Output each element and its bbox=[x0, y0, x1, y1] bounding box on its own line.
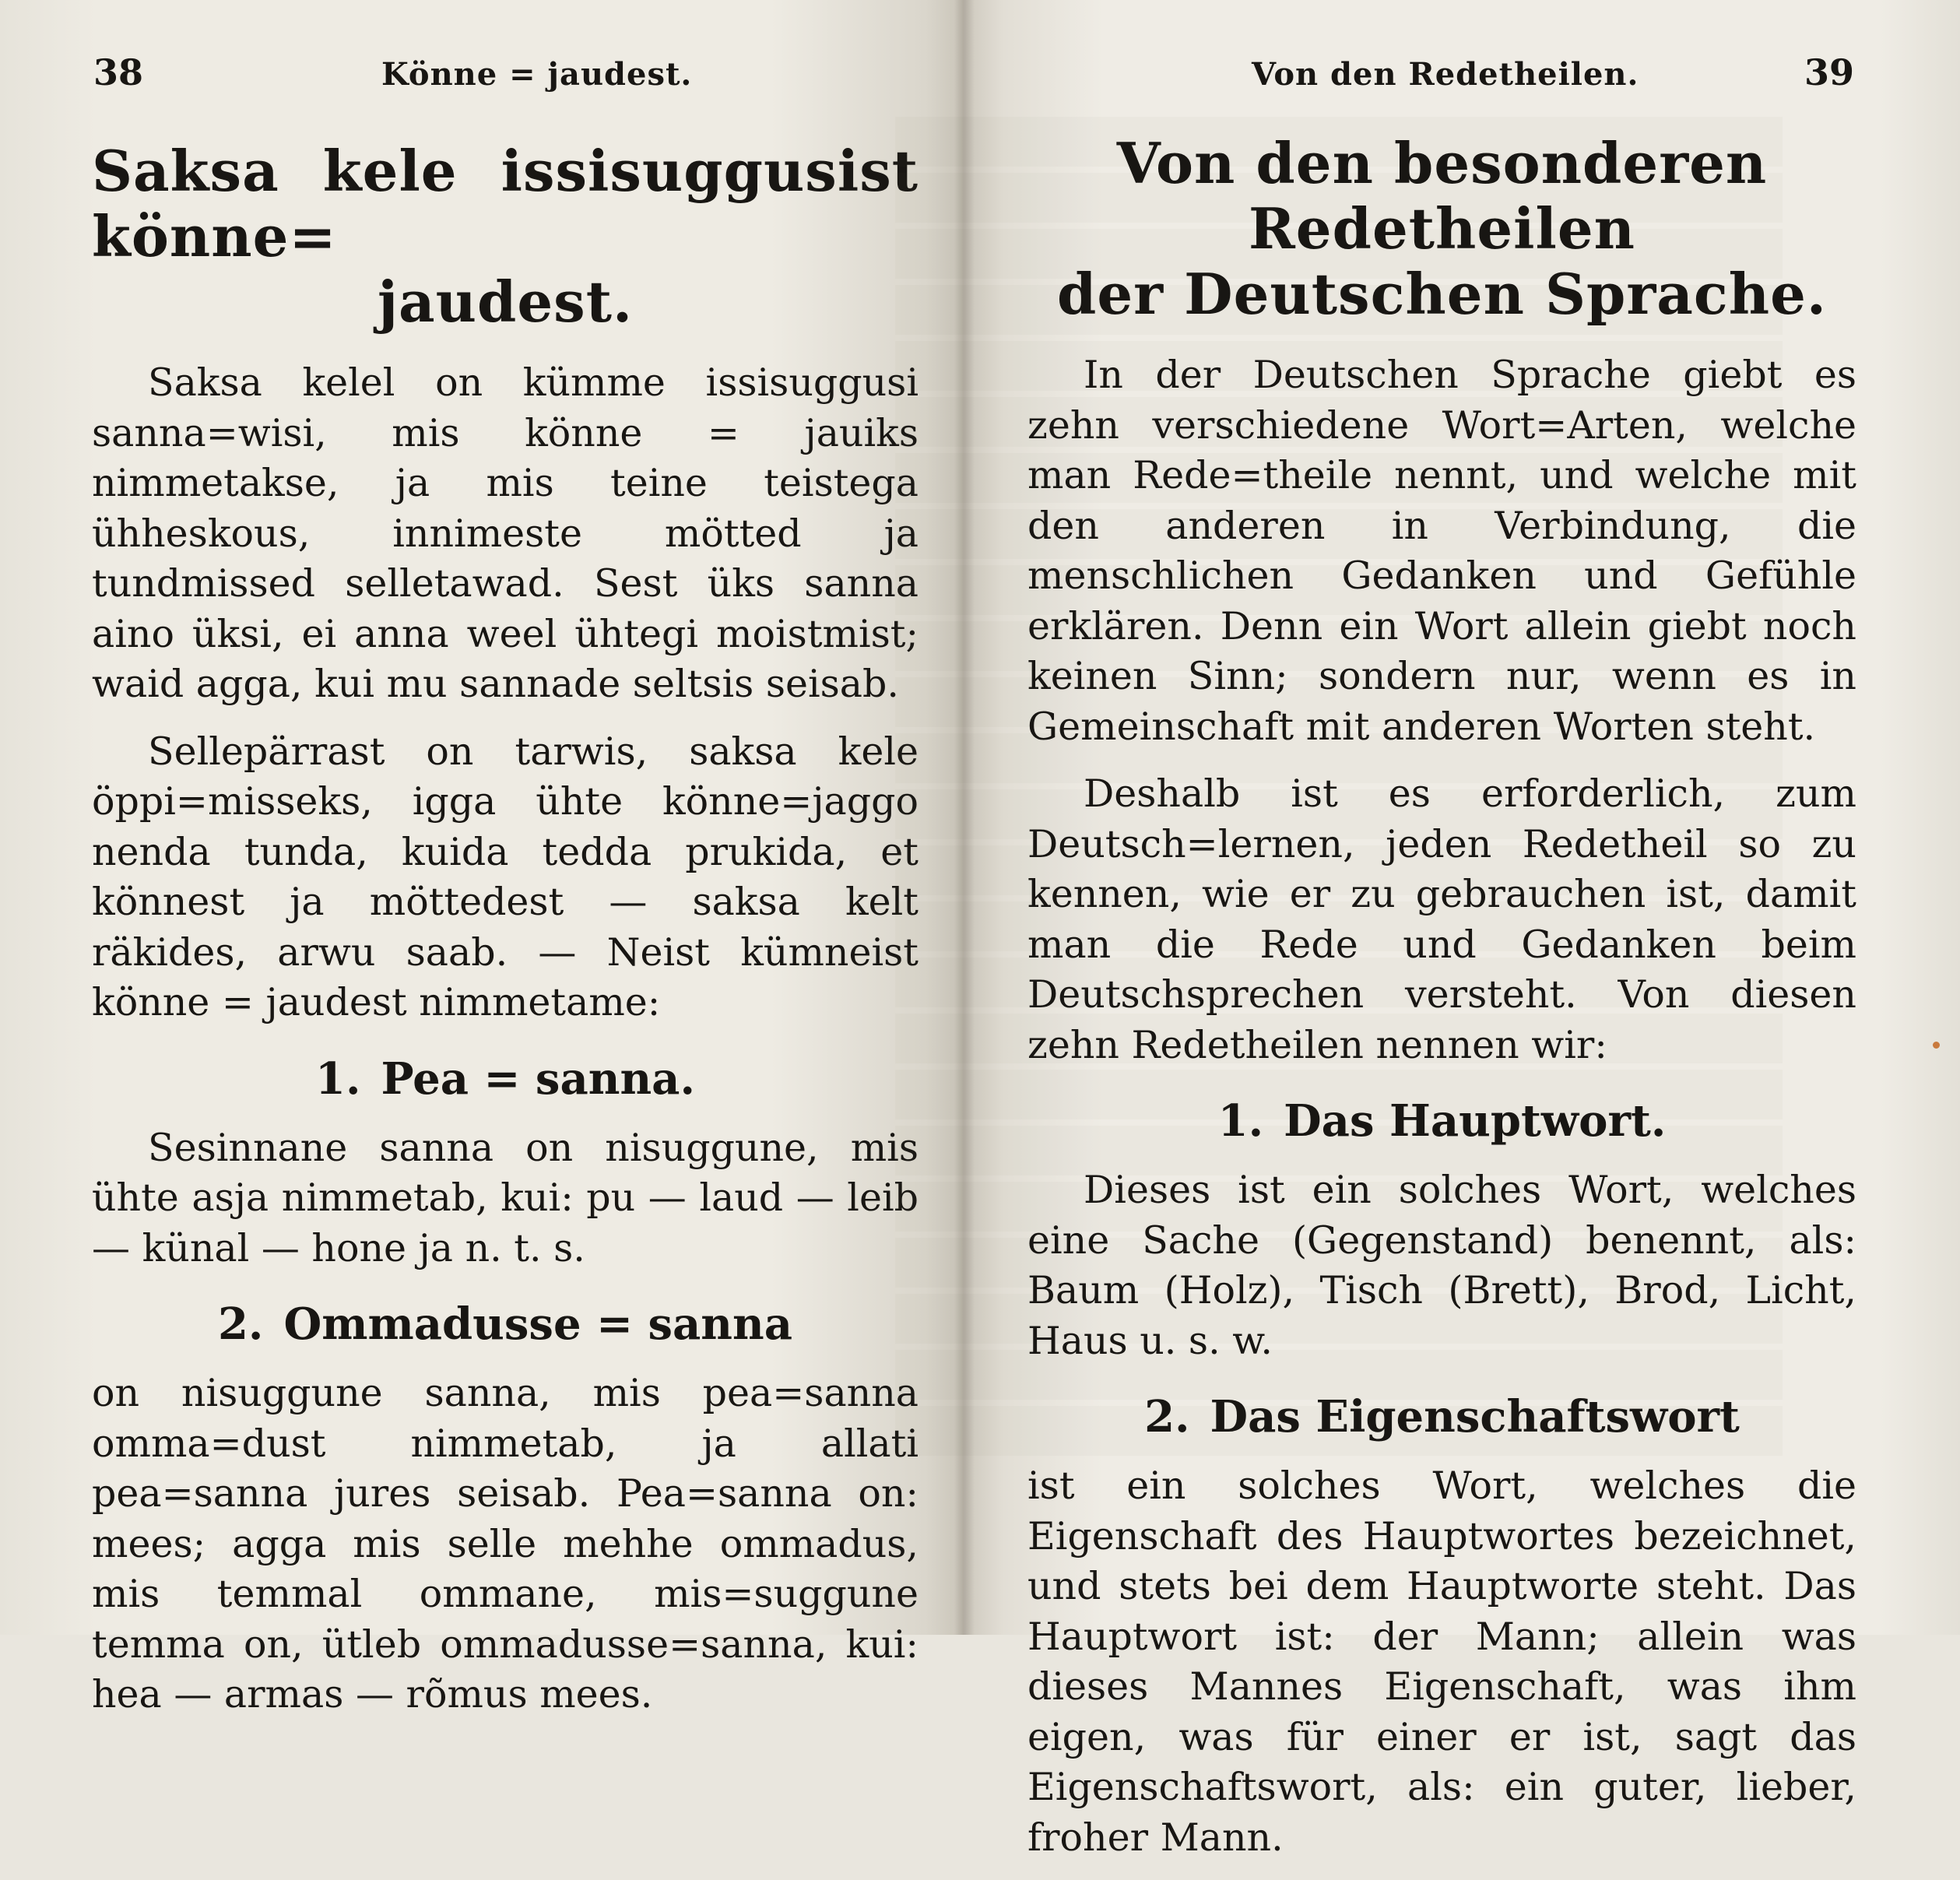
right-section-2-number: 2. bbox=[1144, 1391, 1190, 1443]
left-section-1-heading bbox=[92, 1052, 919, 1106]
ink-spot bbox=[1933, 1042, 1940, 1049]
right-section-1-title: Das Hauptwort. bbox=[1284, 1095, 1667, 1147]
left-page bbox=[0, 0, 964, 1717]
right-paragraph-2: Deshalb ist es erforderlich, zum Deutsch=lernen, jeden Redetheil so zu kennen, wie er zu gebrauchen ist, damit man die Rede und Gedanken beim Deutschsprechen versteht. Von diesen zehn Redetheilen nennen wir: bbox=[1027, 771, 1856, 1067]
right-section-2-title: Das Eigenschaftswort bbox=[1210, 1391, 1740, 1443]
left-page-number: 38 bbox=[93, 51, 144, 93]
right-title-line-1: Von den besonderen Redetheilen bbox=[1116, 130, 1768, 262]
right-page-title bbox=[1027, 131, 1856, 327]
left-running-head: Könne = jaudest. bbox=[381, 56, 693, 93]
left-title-line-1: Saksa kele issisuggusist könne= bbox=[92, 138, 919, 269]
left-section-2-text: on nisuggune sanna, mis pea=sanna omma=dust nimmetab, ja allati pea=sanna jures seisab. Pea=sanna on: mees; agga mis selle mehhe ommadus, mis temmal ommane, mis=suggune temma on, ütleb ommadusse=sanna, kui: hea — armas — rõmus mees. bbox=[92, 1371, 919, 1717]
right-title-line-2: der Deutschen Sprache. bbox=[1057, 261, 1827, 327]
right-paragraph-1: In der Deutschen Sprache giebt es zehn verschiedene Wort=Arten, welche man Rede=theile nennt, und welche mit den anderen in Verbindung, die menschlichen Gedanken und Gefühle erklären. Denn ein Wort allein giebt noch keinen Sinn; sondern nur, wenn es in Gemeinschaft mit anderen Worten steht. bbox=[1027, 353, 1856, 749]
left-paragraph-1: Saksa kelel on kümme issisuggusi sanna=wisi, mis könne = jauiks nimmetakse, ja mis teine teistega ühheskous, innimeste mötted ja tundmissed selletawad. Sest üks sanna aino üksi, ei anna weel ühtegi moistmist; waid agga, kui mu sannade seltsis seisab. bbox=[92, 360, 919, 706]
right-section-1-heading bbox=[1027, 1094, 1856, 1148]
right-page-number: 39 bbox=[1804, 51, 1855, 93]
right-section-1-number: 1. bbox=[1217, 1095, 1264, 1147]
left-section-2-number: 2. bbox=[217, 1298, 264, 1350]
left-section-1-title: Pea = sanna. bbox=[381, 1052, 695, 1105]
book-gutter bbox=[954, 0, 975, 1635]
left-page-title bbox=[92, 139, 919, 335]
left-section-1-text: Sesinnane sanna on nisuggune, mis ühte asja nimmetab, kui: pu — laud — leib — künal — hone ja n. t. s. bbox=[92, 1125, 919, 1270]
right-section-2-heading bbox=[1027, 1390, 1856, 1444]
right-section-2-text: ist ein solches Wort, welches die Eigenschaft des Hauptwortes bezeichnet, und stets bei dem Hauptworte steht. Das Hauptwort ist: der Mann; allein was dieses Mannes Eigenschaft, was ihm eigen, was für einer er ist, sagt das Eigenschaftswort, als: ein guter, lieber, froher Mann. bbox=[1027, 1464, 1856, 1860]
left-title-line-2: jaudest. bbox=[377, 269, 634, 335]
left-section-1-number: 1. bbox=[315, 1052, 361, 1105]
left-text-block bbox=[92, 139, 919, 1738]
left-section-2-title: Ommadusse = sanna bbox=[283, 1298, 793, 1350]
right-text-block bbox=[1027, 131, 1856, 1880]
right-running-head: Von den Redetheilen. bbox=[1252, 56, 1639, 93]
left-paragraph-2: Sellepärrast on tarwis, saksa kele öppi=misseks, igga ühte könne=jaggo nenda tunda, kuida tedda prukida, et könnest ja möttedest — saksa kelt räkides, arwu saab. — Neist kümneist könne = jaudest nimmetame: bbox=[92, 729, 919, 1024]
left-section-2-heading bbox=[92, 1297, 919, 1351]
right-section-1-text: Dieses ist ein solches Wort, welches eine Sache (Gegenstand) benennt, als: Baum (Holz), Tisch (Brett), Brod, Licht, Haus u. s. w. bbox=[1027, 1168, 1856, 1363]
